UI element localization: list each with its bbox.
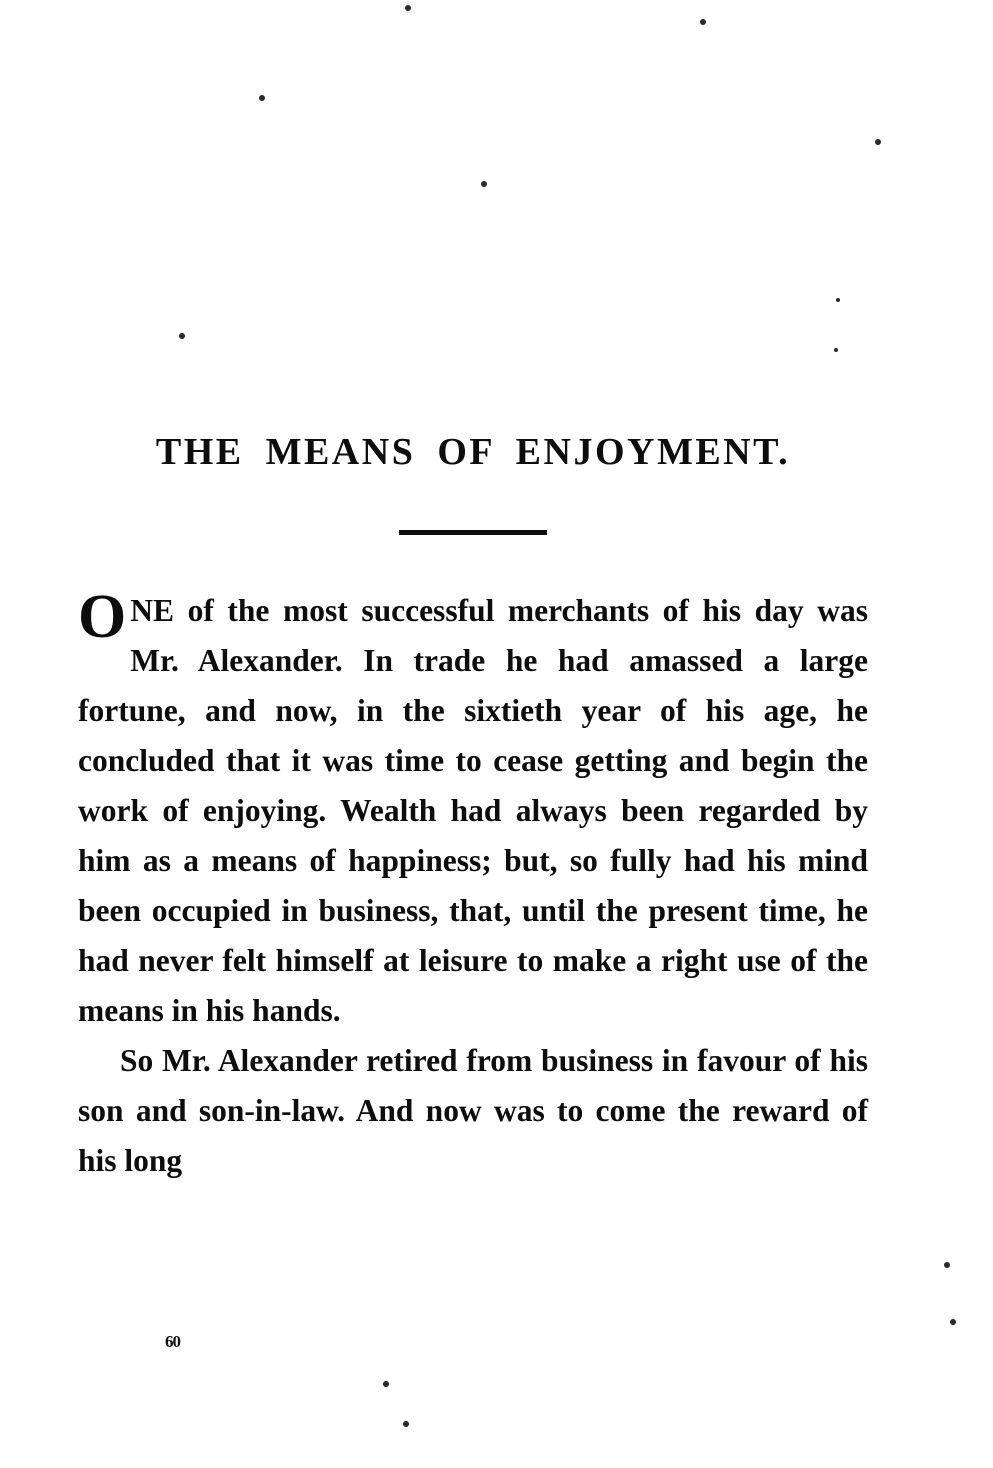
title-divider — [78, 522, 868, 540]
paragraph-text: So Mr. Alexander retired from business in favour of his son and son-in-law. And now was to come the reward of his long — [78, 1043, 868, 1178]
scan-speck — [944, 1262, 950, 1268]
scan-speck — [700, 19, 706, 25]
scan-speck — [834, 348, 838, 352]
scan-speck — [481, 181, 487, 187]
scan-speck — [836, 298, 840, 302]
scan-speck — [259, 95, 265, 101]
paragraph — [78, 583, 868, 1036]
signature-mark: 60 — [165, 1332, 180, 1351]
page-content — [78, 430, 868, 1186]
scan-speck — [405, 5, 411, 11]
paragraph — [78, 1036, 868, 1186]
scan-speck — [875, 139, 881, 145]
scan-speck — [383, 1381, 389, 1387]
scan-speck — [403, 1421, 409, 1427]
body-text — [78, 583, 868, 1186]
scan-speck — [179, 333, 185, 339]
divider-rule — [399, 530, 547, 535]
page-title: THE MEANS OF ENJOYMENT. — [155, 431, 791, 473]
drop-cap: O — [78, 583, 127, 651]
paragraph-text: NE of the most successful merchants of his day was Mr. Alexander. In trade he had amassed a large fortune, and now, in the sixtieth year of his age, he concluded that it was time to cease getting and begin the work of enjoying. Wealth had always been regarded by him as a means of happiness; but, so fully had his mind been occupied in business, that, until the present time, he had never felt himself at leisure to make a right use of the means in his hands. — [78, 593, 868, 1028]
scan-speck — [950, 1319, 956, 1325]
